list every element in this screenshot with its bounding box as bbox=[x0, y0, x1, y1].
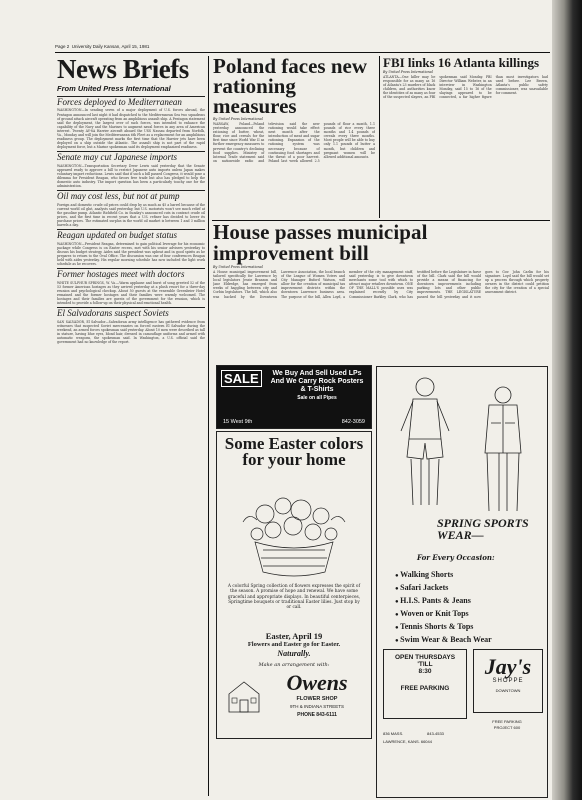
brief-body: WASHINGTON—President Reagan, determined to gain political leverage for his economic package while Congress is on Easter recess, met with his senior advisers yesterday to discuss his budget strategy. Aides said the president was upbeat and in good spirits as he prepares to return to the Oval Office. The discussion was one of four conferences Reagan held with aides yesterday. His regular morning schedule has now included the light work schedule as he recovers. bbox=[57, 241, 205, 267]
jays-list-item bbox=[395, 569, 545, 582]
sale-line-4: Sale on all Pipes bbox=[297, 395, 337, 401]
hours-box bbox=[383, 649, 467, 719]
brief-headline: Forces deployed to Mediterranean bbox=[57, 96, 205, 107]
jays-phone: 843-4533 bbox=[427, 731, 444, 736]
jays-list-item bbox=[395, 634, 545, 647]
brief-headline: Former hostages meet with doctors bbox=[57, 268, 205, 279]
flower-basket-illustration bbox=[235, 492, 353, 580]
house-story bbox=[213, 222, 549, 362]
jays-city: LAWRENCE, KANS. 66044 bbox=[383, 739, 432, 744]
poland-headline: Poland faces new rationing measures bbox=[213, 56, 367, 118]
jays-free-parking: FREE PARKING bbox=[492, 719, 522, 724]
jays-items-list bbox=[395, 569, 545, 647]
bullet-icon: ● bbox=[395, 599, 401, 605]
jays-occasion: For Every Occasion: bbox=[417, 553, 495, 562]
jays-list-item bbox=[395, 621, 545, 634]
hours-line-3: 8:30 bbox=[418, 668, 432, 675]
jays-headline: SPRING SPORTS WEAR— bbox=[437, 516, 529, 542]
jays-shoppe: SHOPPE bbox=[492, 678, 524, 684]
brief-headline: Reagan updated on budget status bbox=[57, 229, 205, 240]
news-briefs-subtitle: From United Press International bbox=[57, 84, 171, 93]
owens-easter-date: Easter, April 19 bbox=[265, 631, 323, 641]
brief-headline: Senate may cut Japanese imports bbox=[57, 151, 205, 162]
header-rule bbox=[55, 52, 550, 53]
owens-body: A colorful Spring collection of flowers expresses the spirit of the season. A promise of hope and renewal. We have some graceful and appropriate displays. In beautiful centerpieces, Springtime bouquets or traditional Easter lilies. Just stop by or call. bbox=[227, 584, 361, 611]
jays-item-label: Woven or Knit Tops bbox=[400, 609, 469, 618]
fbi-byline: By United Press International bbox=[383, 70, 433, 74]
column-rule-2 bbox=[379, 56, 380, 218]
owens-phone: PHONE 843-6111 bbox=[297, 712, 337, 718]
jays-address: 836 MASS. bbox=[383, 731, 404, 736]
house-byline: By United Press International bbox=[213, 265, 263, 269]
page-number: Page 2 bbox=[55, 44, 70, 49]
fbi-story bbox=[383, 56, 548, 218]
news-briefs-column bbox=[57, 56, 205, 794]
bullet-icon: ● bbox=[395, 586, 401, 592]
flower-shop-building-icon bbox=[227, 678, 261, 714]
house-body: A House municipal improvement bill, tailored specifically for Lawrence by local legislators Jessie Branson and Jane Eldredge, has emerged from weeks of haggling between city and Corbin legislators. The bill, which also was backed by the Downtown Lawrence Association, the local branch of the League of Women Voters and City Manager Buford Watson, will allow for the creation of municipal tax improvement districts within the downtown Lawrence business area. The purpose of the bill, Allen Loyd, a member of the city management staff, said yesterday, is to give downtown merchants some tool with which to attract major retailers downtown. ONE OF THE MALL'S possible uses was explained recently by City Commissioner Barkley Clark, who has testified before the Legislature in favor of the bill. Clark said the bill would provide a means of financing for downtown improvements including parking lots and other public improvements. THE LEGISLATURE passed the bill yesterday and it now goes to Gov. John Carlin for his signature. Loyd said the bill would set up a process through which property owners in the district could petition the city for the creation of a special assessment district. bbox=[213, 270, 549, 299]
bullet-icon: ● bbox=[395, 573, 401, 579]
bullet-icon: ● bbox=[395, 638, 401, 644]
page-gutter-shadow bbox=[552, 0, 582, 800]
brief-body: WASHINGTON—In sending seven of a major deployment of U.S. forces abroad, the Pentagon announced last night it had dispatched to the Mediterranean Sea two squadrons of ground attack aircraft operating from an amphibious assault ship. A Pentagon statement said the deployment, the largest over of such forces, was intended to enhance the capability of the Navy and the Marines to augment naval forces in any area of American interest. Twenty AV-8A Harrier aircraft aboard the USS Nassau departed from Norfolk, Va., Monday and will join the Mediterranean 6th Fleet as a replacement for an amphibious readiness group. The deployment marks the first time that the Harrier jets have been deployed on a ship outside the Atlantic. The assault ship is not part of the rapid deployment force, but a Marine spokesman said its deployment emphasized readiness. bbox=[57, 108, 205, 150]
poland-byline: By United Press International bbox=[213, 117, 263, 121]
column-rule bbox=[208, 56, 209, 796]
brief-body: WASHINGTON—Transportation Secretary Drew Lewis said yesterday that the Senate appeared ready to approve a bill to restrict Japanese auto imports unless Japan makes voluntary import reductions. Lewis said that if such a bill passed Congress, it would pose a dilemma for President Reagan, who favors free trade but also has pledged to help the domestic auto industry. The import question has been a particularly touchy one for the administration. bbox=[57, 163, 205, 189]
sale-phone: 842-3059 bbox=[341, 419, 365, 425]
house-headline: House passes municipal improvement bill bbox=[213, 222, 428, 265]
sale-line-3: & T-Shirts bbox=[300, 386, 334, 393]
free-parking-text: FREE PARKING bbox=[400, 685, 450, 692]
jays-item-label: Swim Wear & Beach Wear bbox=[400, 635, 492, 644]
owens-tagline-2: Naturally. bbox=[277, 649, 311, 658]
owens-address: 9TH & INDIANA STREETS bbox=[289, 704, 344, 709]
owens-arrange: Make an arrangement with: bbox=[258, 662, 330, 668]
sale-address: 15 West 9th bbox=[223, 419, 253, 425]
jays-logo-box bbox=[473, 649, 543, 713]
sale-line-2: And We Carry Rock Posters bbox=[270, 378, 364, 385]
bullet-icon: ● bbox=[395, 625, 401, 631]
jays-item-label: Safari Jackets bbox=[400, 583, 449, 592]
jacket-model-illustration bbox=[475, 383, 531, 513]
hours-line-1: OPEN THURSDAYS bbox=[394, 654, 456, 661]
jays-list-item bbox=[395, 595, 545, 608]
brief-body: WHITE SULPHUR SPRINGS, W. Va.—Warm applause and burst of song greeted 52 of the 53 former American hostages as they arrived yesterday at a plush resort for a three-day reunion and psychological checkup. About 50 guests at the venerable Greenbrier Hotel remained and the former hostages and their families were warmly welcomed. The hostages and their families are guests of the government for the reunion, which is intended to provide a follow-up on their physical and emotional health. bbox=[57, 280, 205, 306]
brief-body: SAN SALVADOR, El Salvador—Salvadoran army intelligence has gathered evidence from witnesses that suspected Soviet mercenaries on forced eastern El Salvador during the weekend, an armed forces spokesman said yesterday. About 10 men were described as tall in stature, having blue eyes, blond hair, dressed in camouflage uniforms and armed with automatic weapons, the spokesman said. In Washington, a U.S. official said the government had no knowledge of the report. bbox=[57, 319, 205, 345]
brief-headline: El Salvadorans suspect Soviets bbox=[57, 307, 205, 318]
owens-name: Owens bbox=[286, 670, 348, 695]
page-header bbox=[55, 44, 149, 49]
jays-brand: Jay's bbox=[484, 654, 532, 679]
jays-downtown: DOWNTOWN bbox=[495, 688, 521, 693]
brief-headline: Oil may cost less, but not at pump bbox=[57, 190, 205, 201]
jays-list-item bbox=[395, 582, 545, 595]
hours-line-2: 'TILL bbox=[417, 661, 433, 668]
sale-line-1: We Buy And Sell Used LPs bbox=[272, 370, 362, 377]
fbi-headline: FBI links 16 Atlanta killings bbox=[383, 56, 540, 70]
jays-item-label: H.I.S. Pants & Jeans bbox=[400, 596, 471, 605]
jays-item-label: Walking Shorts bbox=[400, 570, 454, 579]
owens-shop: FLOWER SHOP bbox=[296, 696, 338, 702]
owens-headline: Some Easter colors for your home bbox=[224, 434, 364, 469]
jays-list-item bbox=[395, 608, 545, 621]
owens-tagline-1: Flowers and Easter go for Easter. bbox=[247, 641, 341, 648]
owens-flower-ad bbox=[216, 431, 372, 739]
record-store-ad bbox=[216, 365, 372, 429]
jays-item-label: Tennis Shorts & Tops bbox=[400, 622, 474, 631]
brief-body: Foreign and domestic crude oil prices could drop by as much as $5 a barrel because of the current world oil glut, analysts said yesterday, but U.S. motorists won't see much relief at the gasoline pump. Atlantic Richfield Co. in Sunday's announced cuts in contract crude oil prices, and the first time in recent years that a U.S. refiner has decided to lower its purchase prices. The estimated surplus in the world oil market is between 1 and 3 million barrels a day. bbox=[57, 202, 205, 228]
sale-logo: SALE bbox=[221, 370, 262, 387]
shorts-model-illustration bbox=[395, 373, 455, 513]
publication-line: University Daily Kansan, April 15, 1981 bbox=[71, 44, 150, 49]
bullet-icon: ● bbox=[395, 612, 401, 618]
sale-copy bbox=[265, 370, 369, 402]
section-rule bbox=[212, 220, 550, 221]
fbi-body: ATLANTA—One killer may be responsible for as many as 16 of Atlanta's 23 murders of black children, and authorities know the identities of as many as four of the suspected slayers, an FBI spokesman said Monday. FBI Director William Webster, in an interview in Washington Monday, said 15 to 16 of the slayings appeared to be connected, a far higher figure than most investigators had used before. Lee Brown, Atlanta's public safety commissioner, was unavailable for comment. bbox=[383, 75, 548, 100]
news-briefs-title: News Briefs bbox=[57, 56, 189, 84]
poland-body: WARSAW, Poland—Poland yesterday announced the rationing of butter, wheat, flour, rice and cereals for the first time since World War II as further emergency measures to prevent the country's declining food supplies. Ministry of Internal Trade statement said on nationwide radio and television said the new rationing would take effect next month after the introduction of meat and sugar rationing. Expansion of the rationing system was necessary because of continuing food shortages and the threat of a poor harvest. Poland last week allowed 2.5 pounds of flour a month, 1.1 pounds of rice every three months and 1.4 pounds of cereals every three months. Most people will be able to buy only 1.1 pounds of butter a month, but children and pregnant women will be allowed additional amounts. bbox=[213, 122, 375, 163]
jays-project: PROJECT 600 bbox=[493, 725, 521, 730]
jays-shoppe-ad bbox=[376, 366, 548, 798]
poland-story bbox=[213, 56, 375, 218]
